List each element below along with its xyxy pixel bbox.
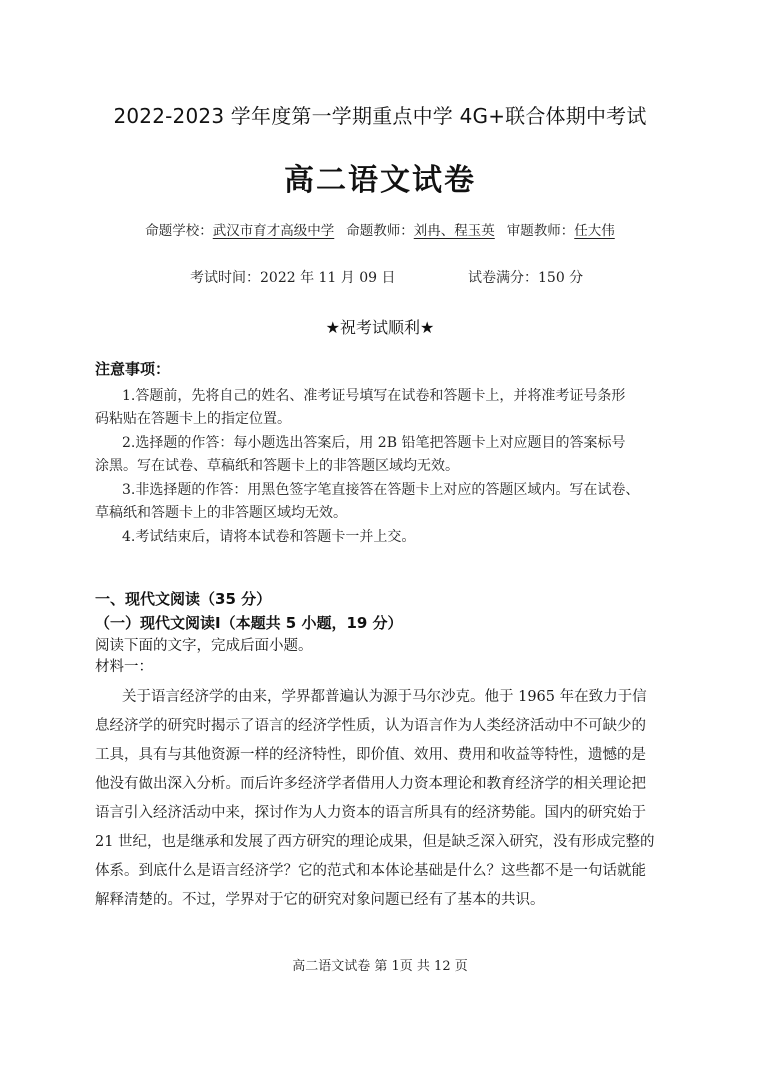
exam-score: 试卷满分：150 分 [468, 270, 584, 286]
notice-line: 2.选择题的作答：每小题选出答案后，用 2B 铅笔把答题卡上对应题目的答案标号 [122, 435, 626, 451]
reviewer-label: 审题教师： [506, 223, 575, 239]
subject-title: 高二语文试卷 [284, 163, 476, 198]
notice-line: 涂黑。写在试卷、草稿纸和答题卡上的非答题区域均无效。 [95, 458, 459, 474]
notice-line: 草稿纸和答题卡上的非答题区域均无效。 [95, 505, 347, 521]
paragraph-line: 解释清楚的。不过，学界对于它的研究对象问题已经有了基本的共识。 [95, 892, 545, 908]
paragraph-line: 语言引入经济活动中来，探讨作为人力资本的语言所具有的经济势能。国内的研究始于 [95, 805, 646, 821]
section-subtitle: （一）现代文阅读Ⅰ（本题共 5 小题，19 分） [95, 614, 403, 632]
teacher-names: 刘冉、程玉英 [413, 223, 495, 239]
exam-title: 2022-2023 学年度第一学期重点中学 4G+联合体期中考试 [113, 104, 647, 128]
reading-instruction: 阅读下面的文字，完成后面小题。 [95, 638, 313, 654]
staff-line [0, 219, 760, 239]
material-label: 材料一： [95, 659, 153, 675]
paragraph-line: 关于语言经济学的由来，学界都普遍认为源于马尔沙克。他于 1965 年在致力于信 [122, 689, 647, 705]
paragraph-line: 体系。到底什么是语言经济学？它的范式和本体论基础是什么？这些都不是一句话就能 [95, 863, 646, 879]
school-name: 武汉市育才高级中学 [212, 223, 335, 239]
paragraph-line: 工具，具有与其他资源一样的经济特性，即价值、效用、费用和收益等特性，遗憾的是 [95, 747, 646, 763]
notice-line: 1.答题前，先将自己的姓名、准考证号填写在试卷和答题卡上，并将准考证号条形 [122, 388, 626, 404]
page-footer: 高二语文试卷 第 1页 共 12 页 [292, 959, 468, 974]
paragraph-line: 息经济学的研究时揭示了语言的经济学性质，认为语言作为人类经济活动中不可缺少的 [95, 718, 646, 734]
school-label: 命题学校： [145, 223, 213, 239]
exam-time: 考试时间：2022 年 11 月 09 日 [190, 270, 396, 286]
paragraph-line: 他没有做出深入分析。而后许多经济学者借用人力资本理论和教育经济学的相关理论把 [95, 776, 646, 792]
section-title: 一、现代文阅读（35 分） [95, 590, 272, 608]
notice-line: 码粘贴在答题卡上的指定位置。 [95, 411, 291, 427]
notice-line: 3.非选择题的作答：用黑色签字笔直接答在答题卡上对应的答题区域内。写在试卷、 [122, 482, 640, 498]
reviewer-name: 任大伟 [574, 223, 615, 239]
notice-line: 4.考试结束后，请将本试卷和答题卡一并上交。 [122, 529, 416, 545]
teacher-label: 命题教师： [346, 223, 414, 239]
paragraph-line: 21 世纪，也是继承和发展了西方研究的理论成果，但是缺乏深入研究，没有形成完整的 [95, 834, 655, 850]
blessing: ★祝考试顺利★ [325, 318, 435, 337]
notice-heading: 注意事项： [95, 360, 171, 378]
